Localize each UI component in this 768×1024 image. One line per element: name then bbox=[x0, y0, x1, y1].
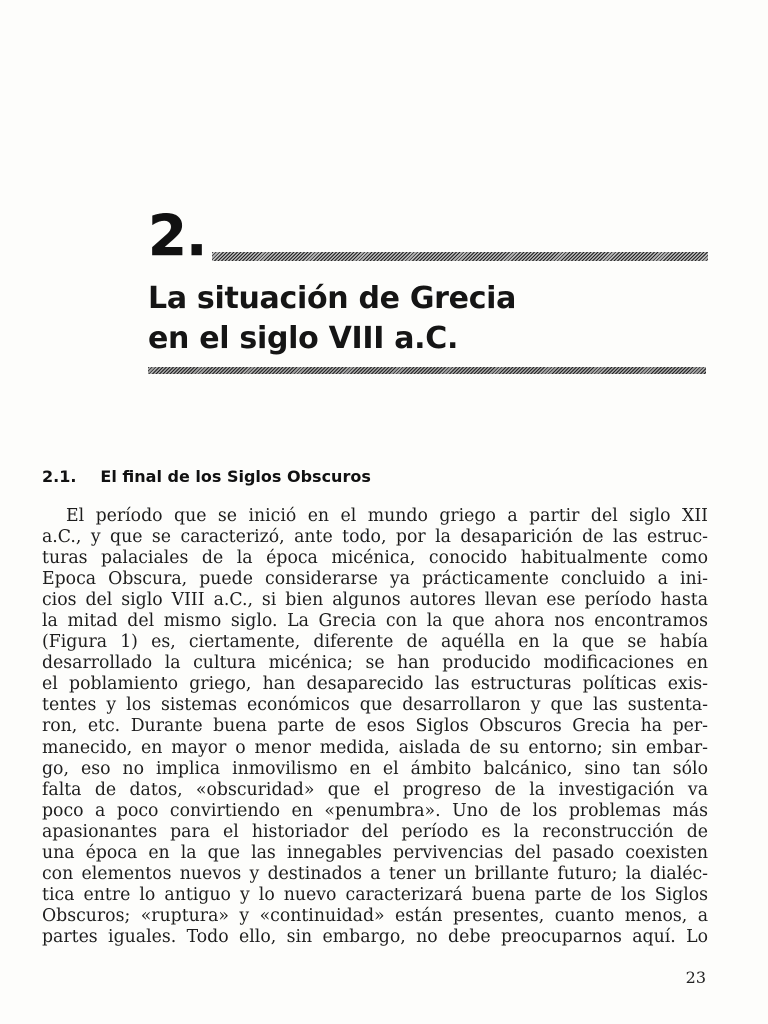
chapter-title bbox=[148, 279, 708, 359]
text-line: manecido, en mayor o menor medida, aislada de su entorno; sin embar- bbox=[42, 737, 708, 758]
section-title: El final de los Siglos Obscuros bbox=[100, 467, 371, 486]
text-line: (Figura 1) es, ciertamente, diferente de aquélla en la que se había bbox=[42, 632, 708, 653]
text-line: poco a poco convirtiendo en «penumbra». Uno de los problemas más bbox=[42, 800, 708, 821]
text-line: Epoca Obscura, puede considerarse ya prácticamente concluido a ini- bbox=[42, 569, 708, 590]
text-line: tica entre lo antiguo y lo nuevo caracterizará buena parte de los Siglos bbox=[42, 884, 708, 905]
text-line: el poblamiento griego, han desaparecido las estructuras políticas exis- bbox=[42, 674, 708, 695]
section-heading bbox=[42, 467, 371, 486]
text-line: go, eso no implica inmovilismo en el ámbito balcánico, sino tan sólo bbox=[42, 758, 708, 779]
chapter-title-line: La situación de Grecia bbox=[148, 281, 517, 316]
text-line: ron, etc. Durante buena parte de esos Siglos Obscuros Grecia ha per- bbox=[42, 716, 708, 737]
chapter-number: 2. bbox=[148, 204, 207, 269]
text-line: apasionantes para el historiador del período es la reconstrucción de bbox=[42, 821, 708, 842]
chapter-title-line: en el siglo VIII a.C. bbox=[148, 321, 459, 356]
text-line: partes iguales. Todo ello, sin embargo, no debe preocuparnos aquí. Lo bbox=[42, 926, 708, 947]
text-line: con elementos nuevos y destinados a tener un brillante futuro; la dialéc- bbox=[42, 863, 708, 884]
text-line: desarrollado la cultura micénica; se han producido modificaciones en bbox=[42, 653, 708, 674]
text-line: turas palaciales de la época micénica, conocido habitualmente como bbox=[42, 548, 708, 569]
section-number: 2.1. bbox=[42, 467, 77, 486]
text-line: El período que se inició en el mundo griego a partir del siglo XII bbox=[66, 506, 708, 526]
page-number: 23 bbox=[685, 968, 706, 987]
text-line: cios del siglo VIII a.C., si bien algunos autores llevan ese período hasta bbox=[42, 590, 708, 611]
text-line: a.C., y que se caracterizó, ante todo, por la desaparición de las estruc- bbox=[42, 527, 708, 548]
text-line: una época en la que las innegables pervivencias del pasado coexisten bbox=[42, 842, 708, 863]
text-line: la mitad del mismo siglo. La Grecia con la que ahora nos encontramos bbox=[42, 611, 708, 632]
body-paragraph bbox=[42, 506, 708, 948]
chapter-top-rule bbox=[212, 252, 708, 261]
chapter-number-row bbox=[148, 204, 708, 269]
text-line: falta de datos, «obscuridad» que el progreso de la investigación va bbox=[42, 779, 708, 800]
chapter-bottom-rule bbox=[148, 367, 706, 374]
chapter-header bbox=[148, 205, 708, 359]
text-line: Obscuros; «ruptura» y «continuidad» están presentes, cuanto menos, a bbox=[42, 905, 708, 926]
text-line: tentes y los sistemas económicos que desarrollaron y que las sustenta- bbox=[42, 695, 708, 716]
